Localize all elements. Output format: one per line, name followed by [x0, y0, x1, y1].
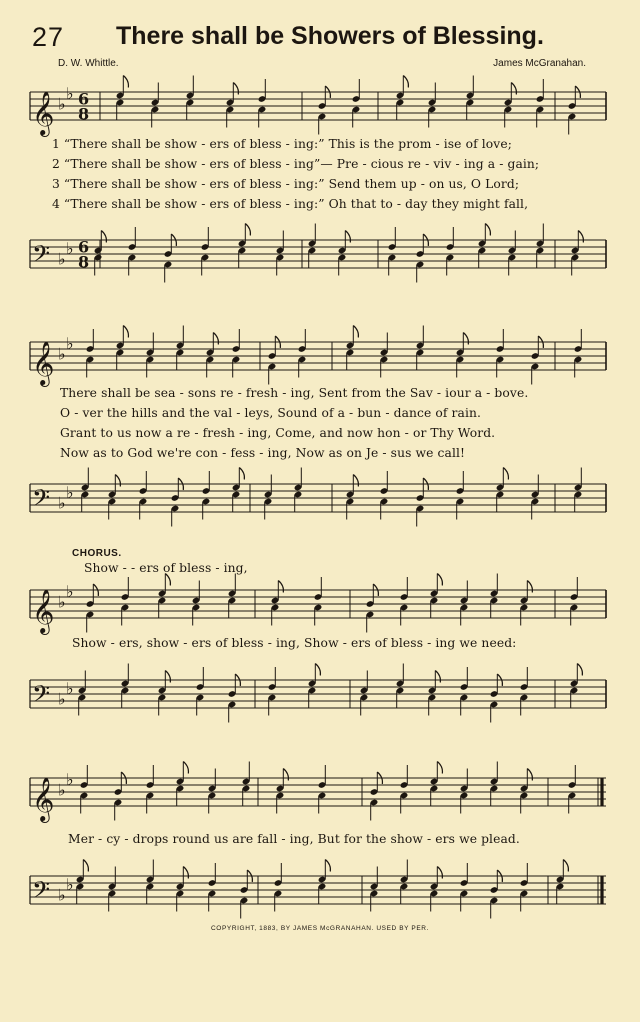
- note-flag: [278, 581, 283, 593]
- time-signature-denominator: 8: [78, 252, 90, 272]
- note-chord: [520, 581, 533, 626]
- note-flag: [123, 326, 128, 338]
- note-chord: [428, 83, 437, 128]
- note-chord: [490, 674, 503, 723]
- note-chord: [460, 769, 469, 814]
- flat-icon: ♭: [66, 238, 74, 258]
- system-2-verse-4-lyric: Now as to God we're con - fess - ing, Now as on Je - sus we call!: [60, 446, 466, 460]
- note-chord: [360, 671, 369, 716]
- note-chord: [400, 860, 409, 905]
- note-flag: [577, 664, 582, 676]
- flat-icon: ♭: [66, 769, 74, 789]
- note-chord: [176, 762, 189, 807]
- note-chord: [264, 475, 273, 520]
- note-chord: [571, 231, 584, 276]
- verse-2-lyric: 2 “There shall be show - ers of bless - ing”— Pre - cious re - viv - ing a - gain;: [52, 157, 540, 171]
- time-signature-numerator: 6: [78, 89, 90, 109]
- note-flag: [511, 83, 516, 95]
- note-chord: [416, 478, 429, 527]
- system-4-bass-staff: [0, 864, 640, 924]
- bass-clef-icon: 𝄢: [32, 484, 51, 517]
- note-chord: [531, 475, 540, 520]
- staff-lines: [30, 484, 606, 512]
- composer-credit: James McGranahan.: [493, 58, 586, 69]
- note-chord: [416, 326, 425, 371]
- note-chord: [308, 224, 317, 269]
- flat-icon: ♭: [58, 689, 66, 709]
- note-chord: [490, 870, 503, 919]
- flat-icon: ♭: [58, 249, 66, 269]
- note-chord: [370, 772, 383, 821]
- note-chord: [536, 224, 545, 269]
- note-chord: [416, 234, 429, 283]
- flat-icon: ♭: [58, 592, 66, 612]
- note-chord: [114, 772, 127, 821]
- staff-lines: [30, 237, 606, 268]
- system-2-verse-2-lyric: O - ver the hills and the val - leys, Sound of a - bun - dance of rain.: [60, 406, 482, 420]
- note-flag: [437, 574, 442, 586]
- note-chord: [146, 333, 155, 378]
- hymn-title: There shall be Showers of Blessing.: [116, 22, 544, 50]
- note-chord: [228, 674, 241, 723]
- system-2-bass-staff: [0, 472, 640, 532]
- treble-clef-icon: 𝄞: [32, 777, 55, 821]
- note-chord: [308, 664, 321, 709]
- note-flag: [403, 76, 408, 88]
- flat-icon: ♭: [66, 83, 74, 103]
- note-chord: [478, 224, 491, 269]
- staff-lines: [30, 590, 606, 618]
- note-chord: [176, 326, 185, 371]
- note-flag: [503, 468, 508, 480]
- note-chord: [490, 762, 499, 807]
- note-flag: [245, 224, 250, 236]
- flat-icon: ♭: [58, 780, 66, 800]
- flat-icon: ♭: [66, 581, 74, 601]
- note-flag: [115, 475, 120, 487]
- chorus-upper-lyric: Show - - ers of bless - ing,: [84, 561, 248, 575]
- note-flag: [563, 860, 568, 872]
- flat-icon: ♭: [66, 482, 74, 502]
- treble-clef-icon: 𝄞: [32, 91, 55, 135]
- hymn-number: 27: [32, 22, 65, 52]
- flat-icon: ♭: [66, 333, 74, 353]
- note-chord: [171, 478, 184, 527]
- note-flag: [315, 664, 320, 676]
- system-2-treble-staff: [0, 330, 640, 390]
- note-chord: [338, 231, 351, 276]
- note-chord: [430, 762, 443, 807]
- note-chord: [346, 326, 359, 371]
- system-1-treble-staff: [0, 80, 640, 140]
- note-flag: [325, 860, 330, 872]
- note-chord: [116, 76, 129, 121]
- note-chord: [116, 326, 129, 371]
- note-chord: [370, 867, 379, 912]
- note-chord: [318, 86, 331, 135]
- note-chord: [508, 231, 517, 276]
- note-chord: [271, 581, 284, 626]
- chorus-label: CHORUS.: [72, 548, 122, 559]
- lyricist-credit: D. W. Whittle.: [58, 58, 119, 69]
- note-flag: [353, 326, 358, 338]
- flat-icon: ♭: [58, 493, 66, 513]
- note-flag: [578, 231, 583, 243]
- note-chord: [520, 769, 533, 814]
- note-flag: [183, 762, 188, 774]
- note-chord: [570, 664, 583, 709]
- note-flag: [213, 333, 218, 345]
- note-flag: [83, 860, 88, 872]
- system-3-bass-staff: [0, 668, 640, 728]
- note-chord: [81, 468, 90, 513]
- note-flag: [165, 671, 170, 683]
- staff-lines: [30, 876, 606, 904]
- note-chord: [176, 867, 189, 912]
- note-chord: [460, 581, 469, 626]
- note-flag: [233, 83, 238, 95]
- bass-clef-icon: 𝄢: [32, 240, 51, 273]
- note-chord: [276, 769, 289, 814]
- note-chord: [556, 860, 569, 905]
- system-2-verse-1-lyric: There shall be sea - sons re - fresh - ing, Sent from the Sav - iour a - bove.: [60, 386, 529, 400]
- bass-clef-icon: 𝄢: [32, 876, 51, 909]
- note-chord: [466, 76, 475, 121]
- flat-icon: ♭: [66, 874, 74, 894]
- note-chord: [226, 83, 239, 128]
- copyright-notice: COPYRIGHT, 1883, BY JAMES McGRANAHAN. USED BY PER.: [211, 925, 429, 932]
- note-chord: [366, 584, 379, 633]
- note-flag: [353, 475, 358, 487]
- note-chord: [240, 870, 253, 919]
- treble-clef-icon: 𝄞: [32, 341, 55, 385]
- note-chord: [206, 333, 219, 378]
- note-chord: [428, 671, 441, 716]
- note-chord: [574, 468, 583, 513]
- note-flag: [527, 581, 532, 593]
- staff-lines: [30, 680, 606, 708]
- note-chord: [294, 468, 303, 513]
- note-chord: [78, 671, 87, 716]
- note-chord: [268, 336, 281, 385]
- note-chord: [186, 76, 195, 121]
- note-chord: [318, 860, 331, 905]
- chorus-lower-lyric: Show - ers, show - ers of bless - ing, Show - ers of bless - ing we need:: [72, 636, 517, 650]
- flat-icon: ♭: [58, 94, 66, 114]
- note-chord: [496, 468, 509, 513]
- system-2-verse-3-lyric: Grant to us now a re - fresh - ing, Come, and now hon - or Thy Word.: [60, 426, 496, 440]
- note-chord: [151, 83, 160, 128]
- note-chord: [86, 584, 99, 633]
- note-flag: [527, 769, 532, 781]
- verse-4-lyric: 4 “There shall be show - ers of bless - ing:” Oh that to - day they might fall,: [52, 197, 529, 211]
- note-chord: [146, 860, 155, 905]
- flat-icon: ♭: [58, 885, 66, 905]
- note-chord: [158, 574, 171, 619]
- note-chord: [76, 860, 89, 905]
- note-flag: [437, 867, 442, 879]
- verse-1-lyric: 1 “There shall be show - ers of bless - ing:” This is the prom - ise of love;: [52, 137, 512, 151]
- note-chord: [242, 762, 251, 807]
- note-chord: [232, 468, 245, 513]
- note-flag: [437, 762, 442, 774]
- note-flag: [183, 867, 188, 879]
- note-chord: [430, 867, 443, 912]
- note-flag: [485, 224, 490, 236]
- note-chord: [396, 76, 409, 121]
- time-signature-numerator: 6: [78, 237, 90, 257]
- note-chord: [490, 574, 499, 619]
- note-flag: [165, 574, 170, 586]
- note-flag: [239, 468, 244, 480]
- note-flag: [123, 76, 128, 88]
- note-chord: [208, 769, 217, 814]
- note-chord: [430, 574, 443, 619]
- note-chord: [108, 867, 117, 912]
- note-chord: [396, 664, 405, 709]
- flat-icon: ♭: [66, 678, 74, 698]
- note-chord: [121, 664, 130, 709]
- treble-clef-icon: 𝄞: [32, 589, 55, 633]
- system-4-treble-staff: [0, 766, 640, 826]
- note-chord: [164, 234, 177, 283]
- flat-icon: ♭: [58, 344, 66, 364]
- bass-clef-icon: 𝄢: [32, 680, 51, 713]
- verse-3-lyric: 3 “There shall be show - ers of bless - ing:” Send them up - on us, O Lord;: [52, 177, 520, 191]
- time-signature-denominator: 8: [78, 104, 90, 124]
- note-chord: [228, 574, 237, 619]
- note-chord: [108, 475, 121, 520]
- note-chord: [158, 671, 171, 716]
- note-chord: [276, 231, 285, 276]
- note-chord: [531, 336, 544, 385]
- note-chord: [192, 581, 201, 626]
- note-flag: [101, 231, 106, 243]
- system-3-treble-staff: [0, 578, 640, 638]
- note-flag: [345, 231, 350, 243]
- note-chord: [238, 224, 251, 269]
- system-1-bass-staff: [0, 228, 640, 288]
- note-chord: [568, 86, 581, 135]
- note-chord: [456, 333, 469, 378]
- note-flag: [463, 333, 468, 345]
- note-flag: [283, 769, 288, 781]
- note-chord: [380, 333, 389, 378]
- note-flag: [435, 671, 440, 683]
- note-chord: [504, 83, 517, 128]
- note-chord: [346, 475, 359, 520]
- system-4-lyric: Mer - cy - drops round us are fall - ing, But for the show - ers we plead.: [68, 832, 520, 846]
